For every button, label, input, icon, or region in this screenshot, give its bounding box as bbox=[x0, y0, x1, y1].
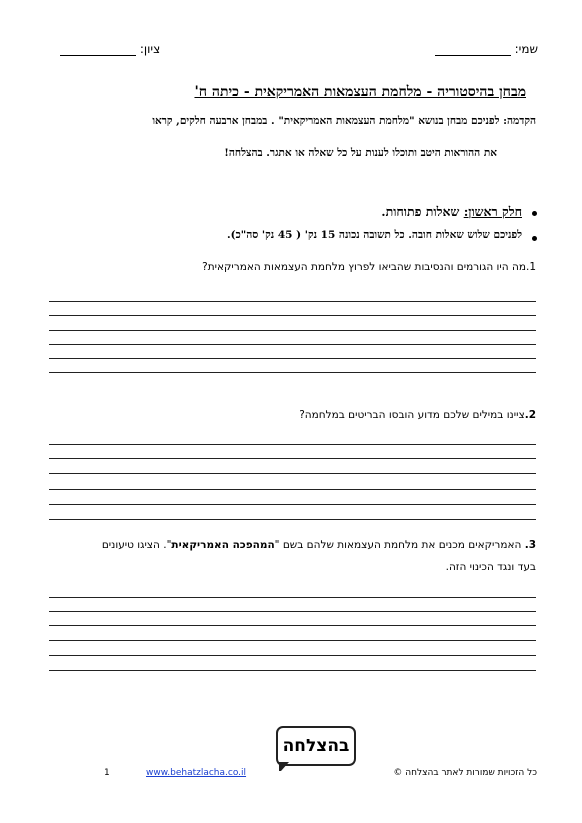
question-3 bbox=[102, 539, 536, 551]
page-title: מבחן בהיסטוריה - מלחמת העצמאות האמריקאית - כיתה ח' bbox=[194, 84, 526, 100]
answer-line[interactable] bbox=[49, 625, 536, 626]
answer-line[interactable] bbox=[49, 458, 536, 459]
behatzlacha-logo bbox=[276, 726, 356, 766]
name-field bbox=[435, 42, 538, 56]
question-1 bbox=[202, 261, 536, 273]
question-3-text-before: האמריקאים מכנים את מלחמת העצמאות שלהם בשם " bbox=[274, 539, 525, 551]
bullet-section bbox=[532, 211, 537, 216]
answer-line[interactable] bbox=[49, 611, 536, 612]
question-3-text-after: ". הציגו טיעונים bbox=[101, 539, 172, 551]
bullet-note bbox=[532, 236, 537, 241]
question-1-text: מה היו הגורמים והנסיבות שהביאו לפרוץ מלחמת העצמאות האמריקאית? bbox=[202, 261, 526, 273]
question-1-number: 1. bbox=[525, 261, 536, 273]
grade-blank-line[interactable] bbox=[60, 43, 136, 56]
answer-line[interactable] bbox=[49, 519, 536, 520]
answer-line[interactable] bbox=[49, 301, 536, 302]
intro-line-1: הקדמה: לפניכם מבחן בנושא "מלחמת העצמאות האמריקאית" . במבחן ארבעה חלקים, קראו bbox=[152, 115, 536, 127]
answer-line[interactable] bbox=[49, 315, 536, 316]
section-note: לפניכם שלוש שאלות חובה. כל תשובה נכונה 15 נק' ( 45 נק' סה"כ). bbox=[227, 229, 522, 241]
answer-line[interactable] bbox=[49, 670, 536, 671]
grade-label: ציון: bbox=[139, 42, 161, 56]
answer-line[interactable] bbox=[49, 344, 536, 345]
question-3-text-bold: המהפכה האמריקאית bbox=[171, 539, 275, 551]
answer-line[interactable] bbox=[49, 330, 536, 331]
logo-speech-tail bbox=[279, 762, 289, 771]
answer-line[interactable] bbox=[49, 473, 536, 474]
answer-line[interactable] bbox=[49, 358, 536, 359]
section-heading-rest: שאלות פתוחות. bbox=[381, 204, 464, 219]
answer-line[interactable] bbox=[49, 597, 536, 598]
logo-text: בהצלחה bbox=[282, 736, 350, 756]
question-2-number: 2. bbox=[524, 409, 536, 421]
section-heading bbox=[381, 204, 522, 220]
question-2-text: ציינו במילים שלכם מדוע הובסו הבריטים במלחמה? bbox=[299, 409, 525, 421]
footer-copyright: כל הזכויות שמורות לאתר בהצלחה © bbox=[393, 768, 537, 778]
grade-field bbox=[60, 42, 160, 56]
intro-line-2: את ההוראות היטב ותוכלו לענות על כל שאלה או אתגר. בהצלחה! bbox=[224, 147, 497, 159]
answer-line[interactable] bbox=[49, 655, 536, 656]
answer-line[interactable] bbox=[49, 640, 536, 641]
answer-line[interactable] bbox=[49, 444, 536, 445]
name-label: שמי: bbox=[514, 42, 538, 56]
answer-line[interactable] bbox=[49, 372, 536, 373]
page-number: 1 bbox=[104, 768, 110, 778]
answer-line[interactable] bbox=[49, 489, 536, 490]
footer-website-link[interactable]: www.behatzlacha.co.il bbox=[146, 768, 247, 778]
question-2 bbox=[299, 409, 536, 421]
section-heading-underlined: חלק ראשון: bbox=[463, 204, 522, 219]
name-blank-line[interactable] bbox=[435, 43, 511, 56]
question-3-line-2: בעד ונגד הכינוי הזה. bbox=[445, 561, 536, 573]
answer-line[interactable] bbox=[49, 504, 536, 505]
question-3-number: 3. bbox=[524, 539, 536, 551]
